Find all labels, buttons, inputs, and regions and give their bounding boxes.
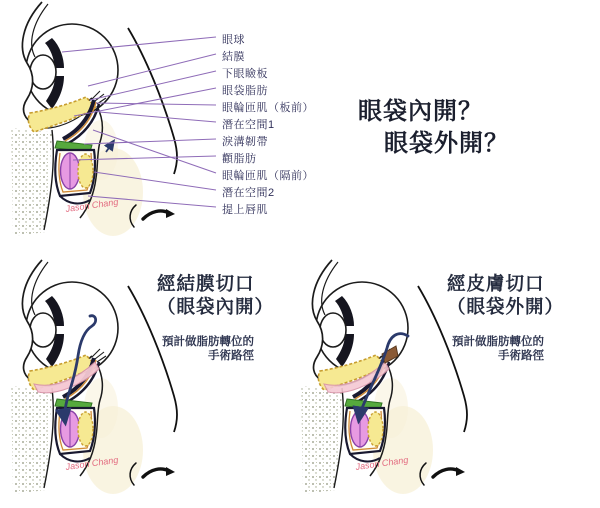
- panel-title-transcutaneous: [447, 272, 564, 318]
- panel-left-note-line-2: 手術路徑: [208, 349, 254, 362]
- panel-title-transconjunctival: [157, 272, 274, 318]
- panel-right-title-line-2: （眼袋外開）: [447, 296, 565, 317]
- label-eyeball: 眼球: [222, 34, 245, 46]
- label-malar-fat: 顴脂肪: [222, 153, 257, 165]
- heading-line-1: 眼袋內開？: [358, 98, 483, 125]
- label-lower-tarsus: 下眼瞼板: [222, 68, 268, 80]
- panel-note-transcutaneous: [447, 336, 544, 363]
- label-potential-space-1: 潛在空間1: [222, 119, 275, 131]
- panel-right-note-line-1: 預計做脂肪轉位的: [452, 336, 544, 348]
- label-potential-space-2: 潛在空間2: [222, 187, 275, 199]
- heading-line-2: 眼袋外開？: [384, 130, 509, 157]
- panel-left-title-line-1: 經結膜切口: [157, 273, 255, 294]
- label-conjunctiva: 結膜: [222, 51, 245, 63]
- panel-right-title-line-1: 經皮膚切口: [447, 273, 545, 294]
- label-eyebag-fat: 眼袋脂肪: [222, 85, 268, 97]
- panel-right-note-line-2: 手術路徑: [498, 349, 544, 362]
- page-title: [358, 96, 509, 160]
- label-orbicularis-preseptal: 眼輪匝肌（隔前）: [222, 170, 314, 182]
- panel-note-transconjunctival: [157, 336, 254, 363]
- label-tear-trough-ligament: 淚溝韌帶: [222, 136, 268, 148]
- label-orbicularis-pretarsal: 眼輪匝肌（板前）: [222, 102, 314, 114]
- panel-left-title-line-2: （眼袋內開）: [157, 296, 275, 317]
- label-levator-labii: 提上唇肌: [222, 204, 268, 216]
- panel-left-note-line-1: 預計做脂肪轉位的: [162, 336, 254, 348]
- anatomy-diagram-main: [0, 0, 345, 260]
